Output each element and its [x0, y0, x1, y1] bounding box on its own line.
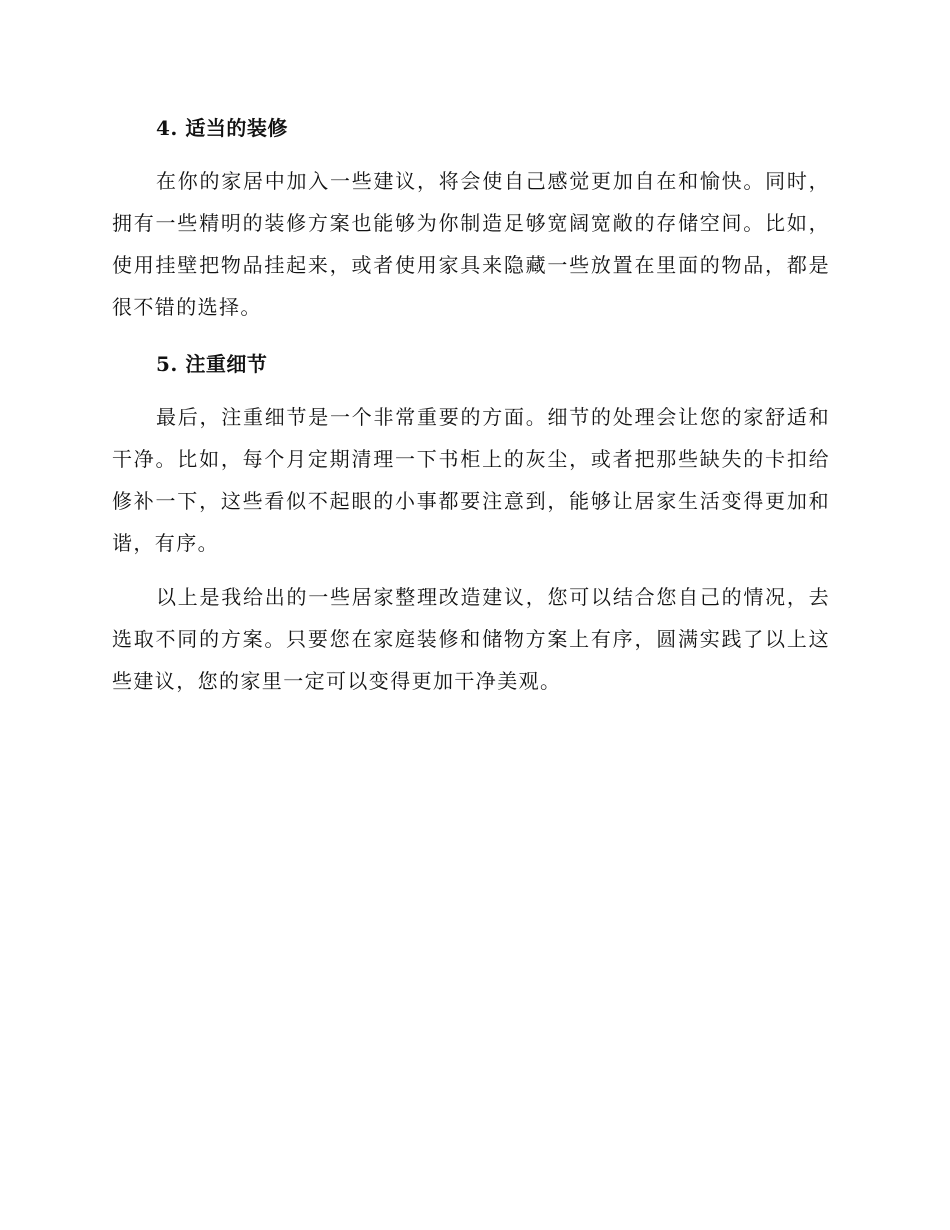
section-heading-details: 5. 注重细节 — [156, 352, 268, 376]
document-body — [112, 112, 830, 702]
section-heading-decoration: 4. 适当的装修 — [156, 116, 288, 140]
conclusion-paragraph: 以上是我给出的一些居家整理改造建议，您可以结合您自己的情况，去选取不同的方案。只要您在家庭装修和储物方案上有序，圆满实践了以上这些建议，您的家里一定可以变得更加干净美观。 — [112, 585, 830, 693]
section-paragraph-decoration: 在你的家居中加入一些建议，将会使自己感觉更加自在和愉快。同时，拥有一些精明的装修方案也能够为你制造足够宽阔宽敞的存储空间。比如，使用挂壁把物品挂起来，或者使用家具来隐藏一些放置在里面的物品，都是很不错的选择。 — [112, 169, 830, 319]
section-paragraph-details: 最后，注重细节是一个非常重要的方面。细节的处理会让您的家舒适和干净。比如，每个月定期清理一下书柜上的灰尘，或者把那些缺失的卡扣给修补一下，这些看似不起眼的小事都要注意到，能够让居家生活变得更加和谐，有序。 — [112, 405, 830, 555]
